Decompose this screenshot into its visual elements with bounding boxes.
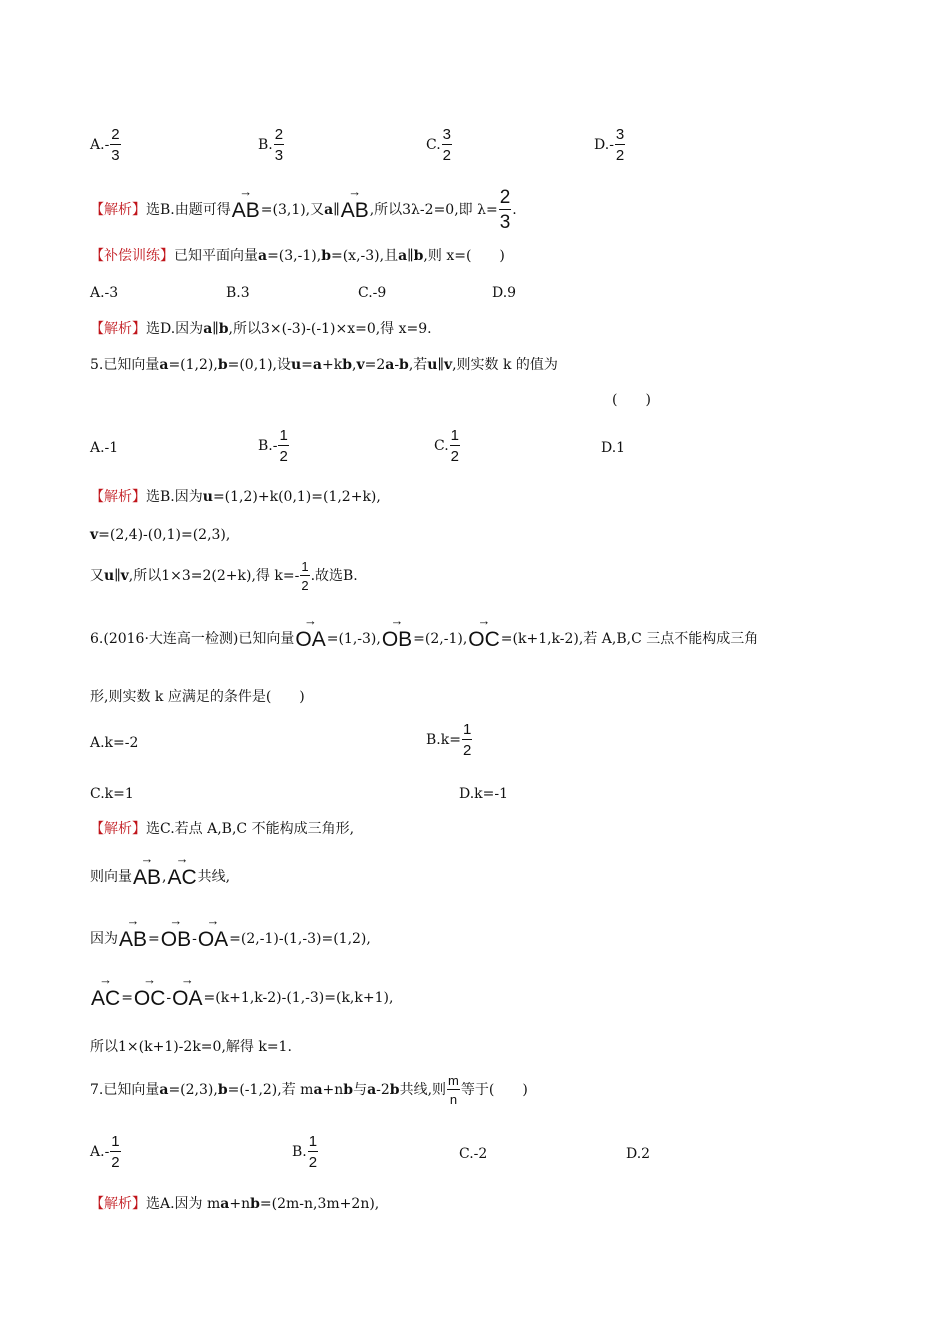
arrow-icon: →	[390, 613, 404, 628]
fraction: $\frac{2}{3}$	[274, 126, 284, 164]
fraction: $\frac{2}{3}$	[111, 126, 120, 164]
section-tag: 【解析】	[90, 321, 146, 337]
vector-ac: → AC	[91, 972, 121, 1010]
option-a: A.- $\frac{1}{2}$	[90, 1133, 120, 1171]
option-d: D.9	[492, 285, 517, 301]
fraction: $\frac{1}{2}$	[450, 427, 460, 465]
analysis-5-line2: v=(2,4)-(0,1)=(2,3),	[90, 527, 231, 543]
question-5: 5.已知向量a=(1,2),b=(0,1),设u=a+kb,v=2a-b,若u∥v,则实数 k 的值为	[90, 357, 558, 373]
vector-ac: → AC	[167, 851, 197, 889]
fraction: $\frac{3}{2}$	[442, 126, 452, 164]
analysis-6-line5: 所以1×(k+1)-2k=0,解得 k=1.	[90, 1039, 292, 1055]
arrow-icon: →	[126, 913, 140, 928]
option-b: B. $\frac{1}{2}$	[292, 1133, 318, 1171]
arrow-icon: →	[304, 613, 318, 628]
analysis-6-line3: 因为 → AB= → OB- → OA=(2,-1)-(1,-3)=(1,2),	[90, 913, 371, 951]
option-a: A.- $\frac{2}{3}$	[90, 126, 120, 164]
arrow-icon: →	[143, 972, 157, 987]
fraction: $\frac{1}{2}$	[279, 427, 288, 465]
arrow-icon: →	[175, 851, 189, 866]
option-d: D.1	[601, 440, 626, 456]
answer-paren: ( )	[612, 392, 651, 408]
analysis-5-line1: 【解析】选B.因为u=(1,2)+k(0,1)=(1,2+k),	[90, 489, 381, 505]
option-c: C.-9	[358, 285, 387, 301]
vector-oa: → OA	[197, 913, 229, 951]
vector-oc: → OC	[468, 613, 500, 651]
arrow-icon: →	[239, 184, 253, 199]
section-tag: 【解析】	[90, 489, 146, 505]
option-c: C.-2	[459, 1146, 488, 1162]
option-a: A.-1	[90, 440, 119, 456]
vector-oa: → OA	[295, 613, 326, 651]
option-b: B.k= $\frac{1}{2}$	[426, 721, 472, 759]
vector-ob: → OB	[381, 613, 413, 651]
arrow-icon: →	[180, 972, 194, 987]
vector-ab: → AB	[119, 913, 148, 951]
question-6-cont: 形,则实数 k 应满足的条件是( )	[90, 689, 305, 705]
fraction: $\frac{m}{n}$	[448, 1073, 459, 1107]
option-b: B.- $\frac{1}{2}$	[258, 427, 288, 465]
vector-ab: → AB	[133, 851, 162, 889]
fraction: $\frac{1}{2}$	[462, 721, 472, 759]
option-d: D.2	[626, 1146, 651, 1162]
option-c: C.k=1	[90, 786, 134, 802]
supplement-question: 【补偿训练】已知平面向量a=(3,-1),b=(x,-3),且a∥b,则 x=( )	[90, 248, 505, 264]
analysis-6-line4: → AC= → OC- → OA=(k+1,k-2)-(1,-3)=(k,k+1),	[91, 972, 394, 1010]
vector-oa: → OA	[172, 972, 203, 1010]
arrow-icon: →	[348, 184, 362, 199]
option-c: C. $\frac{1}{2}$	[434, 427, 460, 465]
fraction: $\frac{1}{2}$	[308, 1133, 318, 1171]
arrow-icon: →	[99, 972, 113, 987]
section-tag: 【解析】	[90, 1196, 146, 1212]
option-b: B. $\frac{2}{3}$	[258, 126, 284, 164]
option-d: D.- $\frac{3}{2}$	[594, 126, 625, 164]
question-6: 6.(2016·大连高一检测)已知向量 → OA=(1,-3), → OB=(2,-1), → OC=(k+1,k-2),若 A,B,C 三点不能构成三角	[90, 613, 759, 651]
fraction: $\frac{2}{3}$	[499, 187, 511, 233]
vector-ab: → AB	[231, 184, 260, 222]
analysis-prev: 【解析】选B.由题可得 → AB=(3,1),又a∥ → AB,所以3λ-2=0,即 λ= $\frac{2}{3}$ .	[90, 184, 517, 233]
section-tag: 【解析】	[90, 821, 146, 837]
section-tag: 【解析】	[90, 202, 146, 218]
analysis-6-line1: 【解析】选C.若点 A,B,C 不能构成三角形,	[90, 821, 355, 837]
option-a: A.k=-2	[90, 735, 139, 751]
fraction: $\frac{1}{2}$	[111, 1133, 120, 1171]
fraction: $\frac{1}{2}$	[301, 559, 309, 593]
vector-oc: → OC	[133, 972, 166, 1010]
option-a: A.-3	[90, 285, 119, 301]
fraction: $\frac{3}{2}$	[615, 126, 625, 164]
analysis-7: 【解析】选A.因为 ma+nb=(2m-n,3m+2n),	[90, 1196, 380, 1212]
question-7: 7.已知向量a=(2,3),b=(-1,2),若 ma+nb与a-2b共线,则 $\frac{m}{n}$ 等于( )	[90, 1073, 528, 1107]
section-tag: 【补偿训练】	[90, 248, 174, 264]
option-b: B.3	[226, 285, 250, 301]
arrow-icon: →	[140, 851, 154, 866]
option-c: C. $\frac{3}{2}$	[426, 126, 452, 164]
arrow-icon: →	[477, 613, 491, 628]
vector-ob: → OB	[160, 913, 192, 951]
analysis-supplement: 【解析】选D.因为a∥b,所以3×(-3)-(-1)×x=0,得 x=9.	[90, 321, 432, 337]
analysis-5-line3: 又u∥v,所以1×3=2(2+k),得 k=- $\frac{1}{2}$ .故选B.	[90, 559, 358, 593]
analysis-6-line2: 则向量 → AB, → AC共线,	[90, 851, 231, 889]
arrow-icon: →	[206, 913, 220, 928]
option-d: D.k=-1	[459, 786, 509, 802]
vector-ab: → AB	[340, 184, 369, 222]
arrow-icon: →	[169, 913, 183, 928]
